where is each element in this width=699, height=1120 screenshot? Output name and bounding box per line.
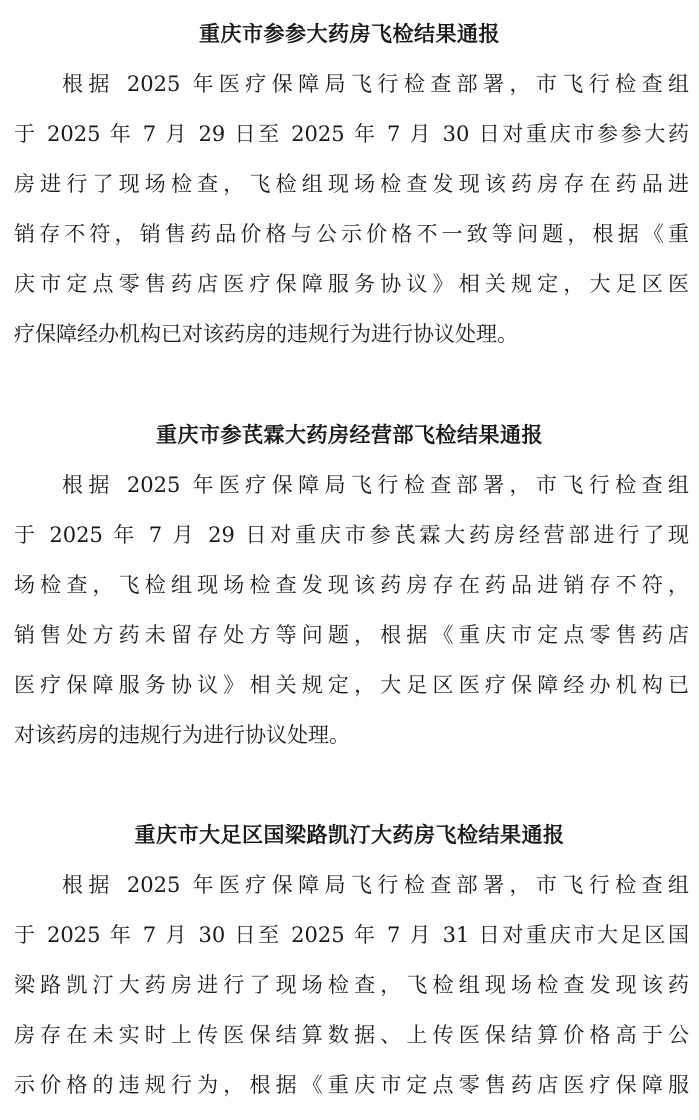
paragraph-line: 房进行了现场检查，飞检组现场检查发现该药房存在药品进	[14, 172, 689, 196]
paragraph-line: 于 2025 年 7 月 29 日至 2025 年 7 月 30 日对重庆市参参大药	[14, 122, 689, 146]
paragraph-line: 销存不符，销售药品价格与公示价格不一致等问题，根据《重	[14, 222, 689, 246]
notice-1	[0, 19, 699, 359]
paragraph-line: 房存在未实时上传医保结算数据、上传医保结算价格高于公	[14, 1023, 689, 1047]
notice-title: 重庆市参芪霖大药房经营部飞检结果通报	[156, 422, 543, 447]
paragraph-line: 示价格的违规行为，根据《重庆市定点零售药店医疗保障服	[14, 1073, 689, 1097]
notice-3	[0, 820, 699, 1110]
paragraph-line: 根据 2025 年医疗保障局飞行检查部署，市飞行检查组	[62, 473, 689, 497]
notice-2	[0, 420, 699, 760]
paragraph-line: 于 2025 年 7 月 30 日至 2025 年 7 月 31 日对重庆市大足区国	[14, 923, 689, 947]
paragraph-line: 于 2025 年 7 月 29 日对重庆市参芪霖大药房经营部进行了现	[14, 523, 689, 547]
notice-title: 重庆市参参大药房飞检结果通报	[199, 21, 500, 46]
paragraph-line: 场检查，飞检组现场检查发现该药房存在药品进销存不符，	[14, 573, 689, 597]
paragraph-line: 根据 2025 年医疗保障局飞行检查部署，市飞行检查组	[62, 72, 689, 96]
paragraph-line: 根据 2025 年医疗保障局飞行检查部署，市飞行检查组	[62, 873, 689, 897]
paragraph-line: 销售处方药未留存处方等问题，根据《重庆市定点零售药店	[14, 623, 689, 647]
paragraph-line: 对该药房的违规行为进行协议处理。	[14, 723, 350, 747]
paragraph-line: 疗保障经办机构已对该药房的违规行为进行协议处理。	[14, 322, 518, 346]
paragraph-line: 庆市定点零售药店医疗保障服务协议》相关规定，大足区医	[14, 272, 689, 296]
paragraph-line: 医疗保障服务协议》相关规定，大足区医疗保障经办机构已	[14, 673, 689, 697]
notice-title: 重庆市大足区国梁路凯汀大药房飞检结果通报	[134, 822, 565, 847]
paragraph-line: 梁路凯汀大药房进行了现场检查，飞检组现场检查发现该药	[14, 973, 689, 997]
